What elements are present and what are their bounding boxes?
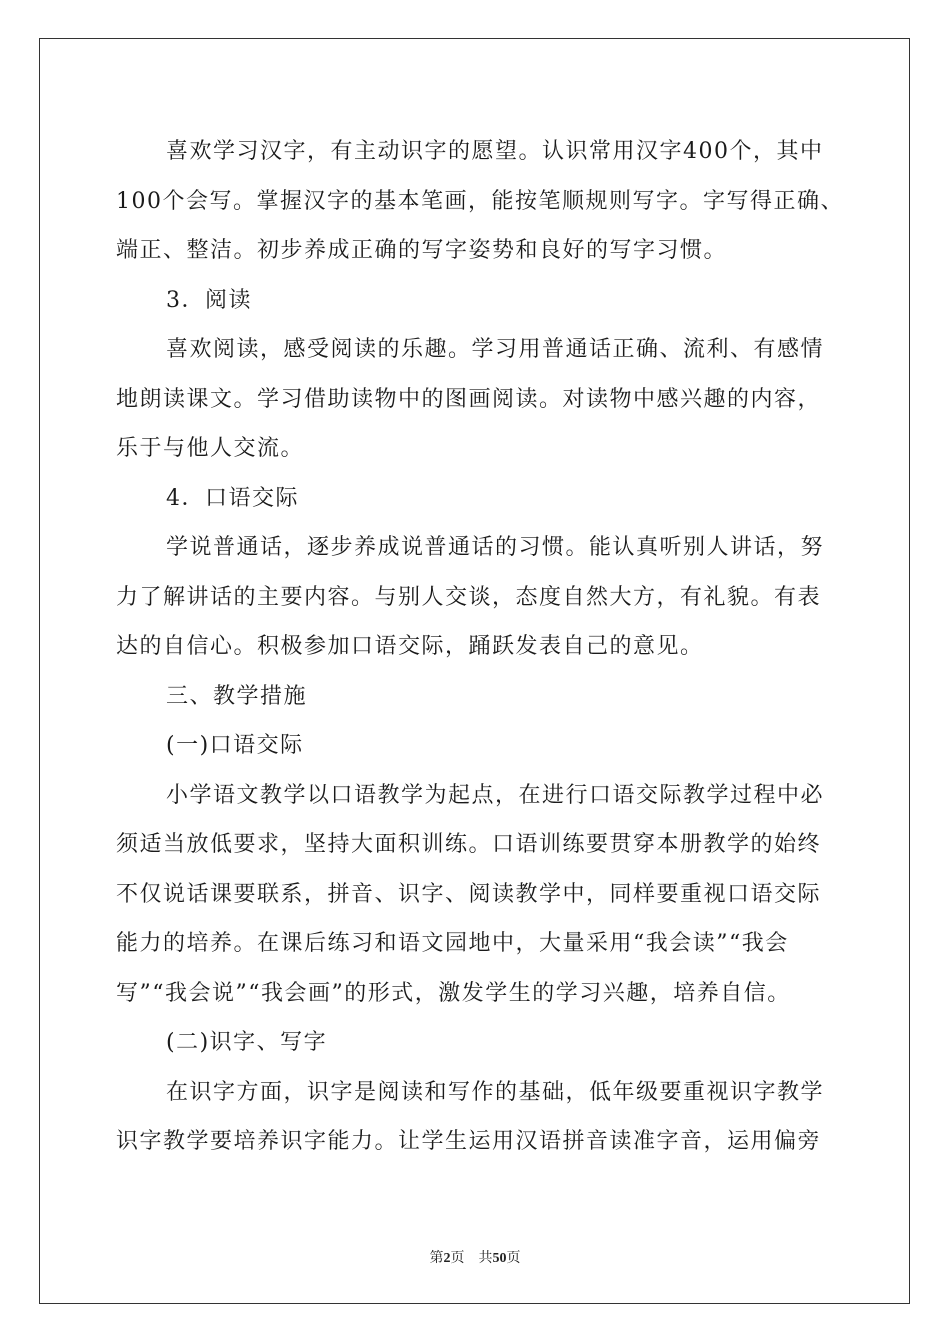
text-line: 达的自信心。积极参加口语交际，踊跃发表自己的意见。 — [116, 634, 704, 659]
document-body — [116, 127, 844, 1167]
text-line: 能力的培养。在课后练习和语文园地中，大量采用“我会读”“我会 — [116, 931, 789, 956]
text-line: 100个会写。掌握汉字的基本笔画，能按笔顺规则写字。字写得正确、 — [116, 188, 844, 214]
page-footer — [0, 1247, 950, 1267]
total-prefix: 共 — [478, 1251, 493, 1266]
text-line: 地朗读课文。学习借助读物中的图画阅读。对读物中感兴趣的内容， — [116, 386, 822, 412]
total-suffix: 页 — [506, 1251, 521, 1266]
page-prefix: 第 — [429, 1251, 444, 1266]
section-heading: 三、教学措施 — [166, 683, 308, 709]
text-line: 乐于与他人交流。 — [116, 436, 305, 461]
text-line: 力了解讲话的主要内容。与别人交谈，态度自然大方，有礼貌。有表 — [116, 584, 822, 610]
text-line: 学说普通话，逐步养成说普通话的习惯。能认真听别人讲话，努 — [166, 535, 825, 560]
page-current: 2 — [443, 1251, 451, 1266]
page-suffix: 页 — [450, 1251, 465, 1266]
text-line: 端正、整洁。初步养成正确的写字姿势和良好的写字习惯。 — [116, 238, 728, 263]
section-heading: 4．口语交际 — [166, 485, 299, 511]
page-total: 50 — [492, 1251, 507, 1266]
text-line: 须适当放低要求，坚持大面积训练。口语训练要贯穿本册教学的始终 — [116, 832, 822, 857]
text-line: 小学语文教学以口语教学为起点，在进行口语交际教学过程中必 — [166, 782, 825, 808]
text-line: 识字教学要培养识字能力。让学生运用汉语拼音读准字音，运用偏旁 — [116, 1129, 822, 1154]
subsection-heading: (一)口语交际 — [166, 733, 304, 758]
text-line: 喜欢学习汉字，有主动识字的愿望。认识常用汉字400个，其中 — [166, 139, 824, 164]
text-line: 喜欢阅读，感受阅读的乐趣。学习用普通话正确、流利、有感情 — [166, 337, 825, 362]
text-line: 在识字方面，识字是阅读和写作的基础，低年级要重视识字教学 — [166, 1079, 825, 1105]
subsection-heading: (二)识字、写字 — [166, 1030, 328, 1055]
section-heading: 3．阅读 — [166, 287, 252, 313]
text-line: 不仅说话课要联系，拼音、识字、阅读教学中，同样要重视口语交际 — [116, 881, 822, 907]
text-line: 写”“我会说”“我会画”的形式，激发学生的学习兴趣，培养自信。 — [116, 980, 791, 1006]
